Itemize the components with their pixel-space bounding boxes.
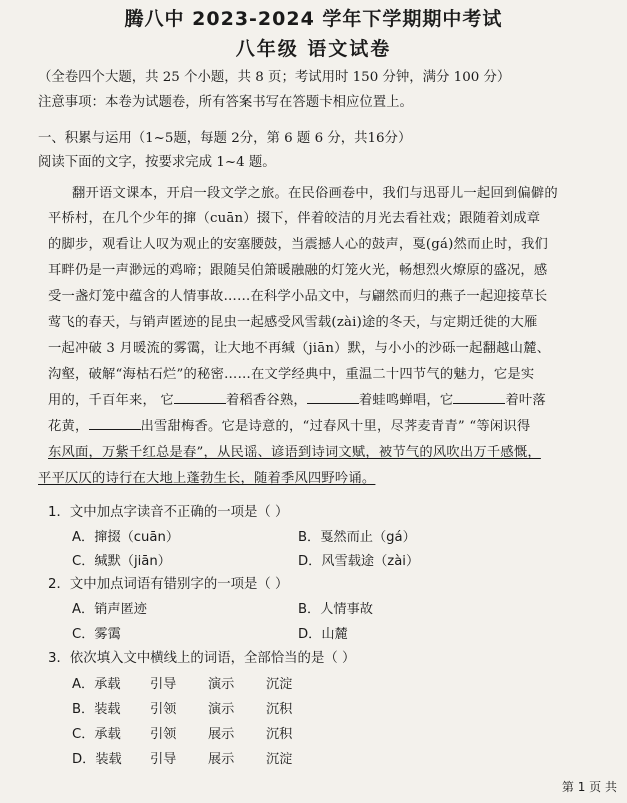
notice: 注意事项：本卷为试题卷，所有答案书写在答题卡相应位置上。 [38, 95, 413, 110]
exam-title: 腾八中 2023-2024 学年下学期期中考试 [124, 8, 503, 30]
option-word: 沉淀 [266, 677, 293, 692]
option-word: 引导 [150, 752, 177, 767]
option-word: 展示 [208, 727, 235, 742]
question-3-option-b: B．装载 [72, 702, 121, 717]
passage-line: 翻开语文课本，开启一段文学之旅。在民俗画卷中，我们与迅哥儿一起回到偏僻的 [72, 186, 558, 201]
passage-line: 一起冲破 3 月暖流的雾霭，让大地不再缄（jiān）默，与小小的沙砾一起翻越山麓、 [48, 341, 551, 356]
option-word: 引领 [150, 702, 177, 717]
question-2-option-c: C．雾霭 [72, 627, 121, 642]
question-1-option-a: A．撺掇（cuān） [72, 530, 180, 545]
exam-subtitle: 八年级 语文试卷 [235, 38, 392, 60]
question-2-option-a: A．销声匿迹 [72, 602, 147, 617]
question-3-option-a: A．承载 [72, 677, 121, 692]
fill-blank-2 [307, 392, 359, 404]
passage-text: 着叶落 [505, 393, 546, 408]
passage-line: 耳畔仍是一声渺远的鸡啼；跟随吴伯箫暖融融的灯笼火光，畅想烈火燎原的盛况，感 [48, 263, 548, 278]
option-word: 引导 [150, 677, 177, 692]
question-3-stem: 3．依次填入文中横线上的词语，全部恰当的是（ ） [48, 651, 356, 666]
exam-info: （全卷四个大题，共 25 个小题，共 8 页；考试用时 150 分钟，满分 100 分） [38, 70, 511, 85]
section-heading: 一、积累与运用（1~5题，每题 2分，第 6 题 6 分，共16分） [38, 131, 412, 146]
passage-line-underlined: 东风面，万紫千红总是春”，从民谣、谚语到诗词文赋，被节气的风吹出万千感慨， [48, 445, 541, 460]
fill-blank-4 [89, 418, 141, 430]
option-word: 沉积 [266, 727, 293, 742]
question-3-option-c: C．承载 [72, 727, 121, 742]
question-1-option-b: B．戛然而止（gá） [298, 530, 416, 545]
question-1-option-d: D．风雪载途（zài） [298, 554, 420, 569]
passage-text: 花黄， [48, 419, 89, 434]
option-word: 沉积 [266, 702, 293, 717]
section-instruction: 阅读下面的文字，按要求完成 1~4 题。 [38, 155, 276, 170]
option-word: 沉淀 [266, 752, 293, 767]
passage-text: 用的，千百年来， 它 [48, 393, 174, 408]
passage-text: 着蛙鸣蝉唱，它 [358, 393, 454, 408]
option-word: 演示 [208, 677, 235, 692]
passage-line: 平桥村，在几个少年的撺（cuān）掇下，伴着皎洁的月光去看社戏；跟随着刘成章 [48, 211, 541, 226]
fill-blank-1 [174, 392, 226, 404]
page-number: 第 1 页 共 [561, 780, 617, 794]
option-word: 演示 [208, 702, 235, 717]
passage-text: 着稻香谷熟， [225, 393, 307, 408]
fill-blank-3 [453, 392, 505, 404]
passage-line-underlined: 平平仄仄的诗行在大地上蓬勃生长，随着季风四野吟诵。 [38, 471, 376, 486]
passage-line-with-blanks [48, 415, 608, 434]
question-3-option-d: D．装载 [72, 752, 122, 767]
passage-line: 沟壑，破解“海枯石烂”的秘密……在文学经典中，重温二十四节气的魅力，它是实 [48, 367, 535, 382]
question-2-option-d: D．山麓 [298, 627, 348, 642]
passage-text: 出雪甜梅香。它是诗意的，“过春风十里，尽荠麦青青” “等闲识得 [140, 419, 531, 434]
passage-line-with-blanks [48, 389, 608, 408]
passage-line: 莺飞的春天，与销声匿迹的昆虫一起感受风雪载(zài)途的冬天，与定期迁徙的大雁 [48, 315, 538, 330]
option-word: 引领 [150, 727, 177, 742]
question-1-stem: 1．文中加点字读音不正确的一项是（ ） [48, 505, 289, 520]
question-2-stem: 2．文中加点词语有错别字的一项是（ ） [48, 577, 289, 592]
option-word: 展示 [208, 752, 235, 767]
question-1-option-c: C．缄默（jiān） [72, 554, 171, 569]
question-2-option-b: B．人情事故 [298, 602, 373, 617]
passage-line: 的脚步，观看让人叹为观止的安塞腰鼓，当震撼人心的鼓声，戛(gá)然而止时，我们 [48, 237, 549, 252]
passage-line: 受一盏灯笼中蕴含的人情事故……在科学小品文中，与翩然而归的燕子一起迎接草长 [48, 289, 548, 304]
